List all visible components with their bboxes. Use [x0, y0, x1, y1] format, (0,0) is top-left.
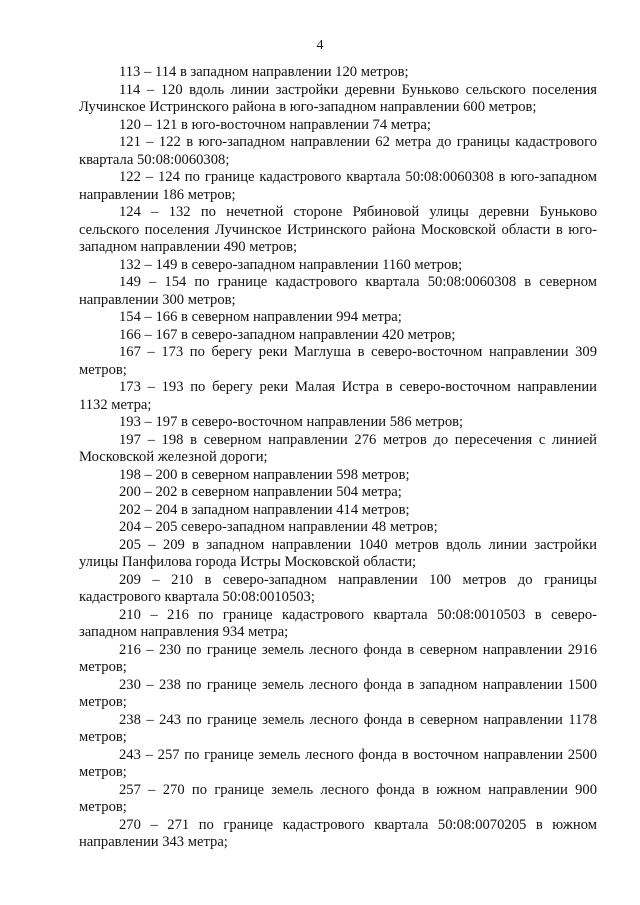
paragraph: 114 – 120 вдоль линии застройки деревни Буньково сельского поселения Лучинское Истринского района в юго-западном направлении 600 метров; [79, 81, 597, 115]
paragraph: 205 – 209 в западном направлении 1040 метров вдоль линии застройки улицы Панфилова города Истры Московской области; [79, 536, 597, 570]
paragraph: 204 – 205 северо-западном направлении 48 метров; [119, 519, 438, 535]
paragraph: 209 – 210 в северо-западном направлении 100 метров до границы кадастрового квартала 50:08:0010503; [79, 571, 597, 605]
paragraph: 121 – 122 в юго-западном направлении 62 метра до границы кадастрового квартала 50:08:0060308; [79, 134, 597, 168]
paragraph: 149 – 154 по границе кадастрового квартала 50:08:0060308 в северном направлении 300 метров; [79, 274, 597, 308]
document-body [79, 64, 597, 852]
paragraph: 270 – 271 по границе кадастрового квартала 50:08:0070205 в южном направлении 343 метра; [79, 816, 597, 850]
page-number: 4 [316, 38, 324, 53]
paragraph: 193 – 197 в северо-восточном направлении 586 метров; [119, 414, 464, 430]
paragraph: 166 – 167 в северо-западном направлении 420 метров; [119, 326, 456, 343]
paragraph: 198 – 200 в северном направлении 598 метров; [119, 466, 410, 483]
paragraph: 202 – 204 в западном направлении 414 метров; [119, 501, 410, 518]
paragraph: 238 – 243 по границе земель лесного фонда в северном направлении 1178 метров; [79, 711, 597, 745]
paragraph: 243 – 257 по границе земель лесного фонда в восточном направлении 2500 метров; [79, 746, 597, 780]
paragraph: 154 – 166 в северном направлении 994 метра; [119, 309, 402, 325]
paragraph: 120 – 121 в юго-восточном направлении 74 метра; [119, 116, 431, 133]
paragraph: 200 – 202 в северном направлении 504 метра; [119, 484, 402, 500]
paragraph: 173 – 193 по берегу реки Малая Истра в северо-восточном направлении 1132 метра; [79, 379, 597, 413]
paragraph: 113 – 114 в западном направлении 120 метров; [119, 64, 409, 80]
paragraph: 124 – 132 по нечетной стороне Рябиновой улицы деревни Буньково сельского поселения Лучинское Истринского района Московской области в юго-западном направлении 490 метров; [79, 204, 597, 255]
paragraph: 122 – 124 по границе кадастрового квартала 50:08:0060308 в юго-западном направлении 186 метров; [79, 169, 597, 203]
paragraph: 197 – 198 в северном направлении 276 метров до пересечения с линией Московской железной дороги; [79, 431, 597, 465]
paragraph: 167 – 173 по берегу реки Маглуша в северо-восточном направлении 309 метров; [79, 344, 597, 378]
paragraph: 257 – 270 по границе земель лесного фонда в южном направлении 900 метров; [79, 781, 597, 815]
paragraph: 210 – 216 по границе кадастрового квартала 50:08:0010503 в северо-западном направления 934 метра; [79, 606, 597, 640]
paragraph: 216 – 230 по границе земель лесного фонда в северном направлении 2916 метров; [79, 641, 597, 675]
paragraph: 230 – 238 по границе земель лесного фонда в западном направлении 1500 метров; [79, 676, 597, 710]
paragraph: 132 – 149 в северо-западном направлении 1160 метров; [119, 256, 463, 273]
